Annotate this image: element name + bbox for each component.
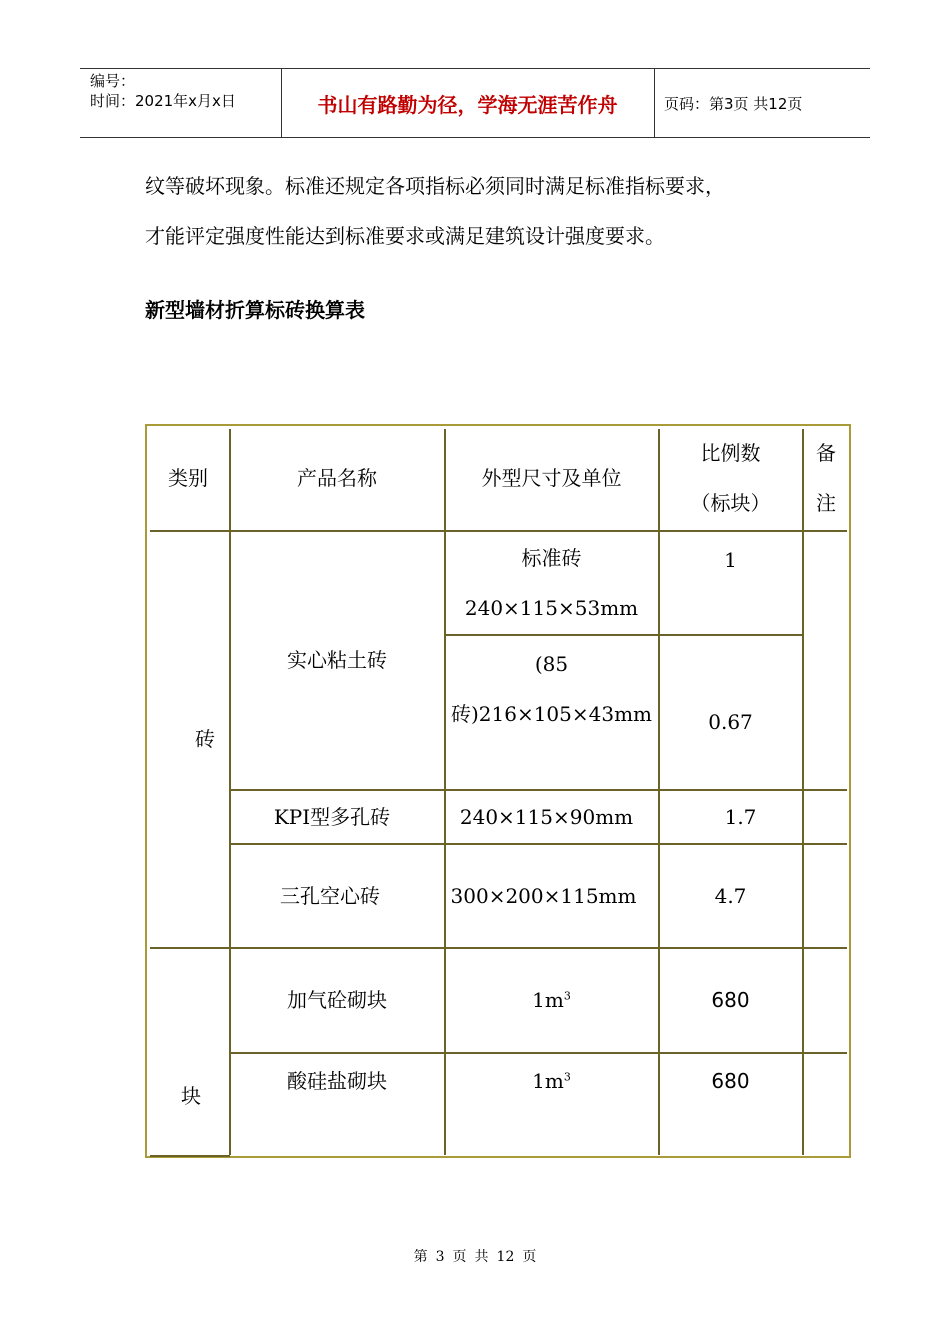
product-name: 实心粘土砖 — [287, 648, 387, 672]
ratio-value: 0.67 — [708, 710, 753, 734]
table-cell-product — [230, 790, 444, 843]
header-note — [803, 426, 849, 530]
table-cell-size — [445, 844, 658, 947]
header-ratio — [659, 426, 802, 530]
product-name: 三孔空心砖 — [280, 883, 380, 908]
group-brick-label: 砖 — [195, 727, 215, 751]
size-line: 砖)216×105×43mm — [450, 702, 653, 726]
header-divider — [654, 69, 655, 137]
table-cell-size — [445, 531, 658, 634]
product-name: 酸硅盐砌块 — [287, 1069, 387, 1093]
group-block — [147, 1066, 229, 1126]
size-superscript: 3 — [563, 989, 571, 1003]
size-line: (85 — [534, 652, 569, 676]
header-size-label: 外型尺寸及单位 — [481, 466, 622, 490]
section-title: 新型墙材折算标砖换算表 — [145, 298, 365, 322]
page-header — [80, 68, 870, 138]
footer-total-pages: 12 — [496, 1249, 515, 1265]
paragraph-line: 纹等破坏现象。标准还规定各项指标必须同时满足标准指标要求， — [145, 174, 725, 198]
size-value: 240×115×90mm — [459, 804, 634, 829]
ratio-value: 680 — [711, 1069, 750, 1093]
table-cell-product — [230, 531, 444, 789]
conversion-table — [145, 424, 851, 1158]
header-motto: 书山有路勤为径，学海无涯苦作舟 — [317, 92, 618, 117]
product-name: KPI型多孔砖 — [273, 804, 391, 829]
table-cell-size — [445, 790, 658, 843]
table-cell-ratio — [659, 948, 802, 1052]
footer-page-number: 3 — [435, 1249, 445, 1265]
table-cell-product — [230, 844, 444, 947]
ratio-value: 4.7 — [714, 883, 747, 908]
table-cell-ratio — [659, 635, 802, 789]
size-line: 240×115×53mm — [464, 595, 639, 620]
header-product-label: 产品名称 — [297, 466, 377, 490]
header-ratio-line: 比例数 — [700, 441, 761, 465]
page-footer — [0, 1246, 950, 1266]
table-cell-ratio — [659, 844, 802, 947]
header-ratio-line: （标块） — [690, 491, 771, 515]
header-note-line: 注 — [816, 491, 836, 515]
footer-text: 页 — [452, 1249, 467, 1265]
time-label: 时间：2021年x月x日 — [90, 92, 236, 110]
table-rule — [150, 1155, 230, 1157]
table-rule — [802, 429, 804, 1155]
header-page-info: 页码：第3页 共12页 — [664, 94, 803, 113]
table-cell-size — [445, 1053, 658, 1109]
ratio-value: 680 — [711, 988, 750, 1012]
group-brick — [147, 531, 229, 947]
table-cell-ratio — [659, 1053, 802, 1109]
number-label: 编号： — [90, 72, 136, 90]
size-line: 标准砖 — [521, 545, 582, 570]
footer-text: 第 — [413, 1249, 428, 1265]
table-cell-ratio — [659, 531, 802, 634]
table-cell-product — [230, 1053, 444, 1109]
size-value: 1m — [532, 1069, 564, 1093]
size-superscript: 3 — [563, 1070, 571, 1084]
footer-text: 页 — [522, 1249, 537, 1265]
header-product — [230, 426, 444, 530]
ratio-value: 1 — [724, 548, 737, 572]
footer-text: 共 — [474, 1249, 489, 1265]
table-cell-product — [230, 948, 444, 1052]
size-value: 300×200×115mm — [450, 883, 637, 908]
table-cell-size — [445, 635, 658, 789]
table-cell-ratio — [659, 790, 802, 843]
product-name: 加气砼砌块 — [287, 988, 387, 1012]
ratio-value: 1.7 — [724, 804, 757, 829]
header-size — [445, 426, 658, 530]
size-value: 1m — [532, 988, 564, 1012]
header-category — [147, 426, 229, 530]
header-meta — [90, 71, 236, 111]
paragraph-line: 才能评定强度性能达到标准要求或满足建筑设计强度要求。 — [145, 224, 665, 248]
group-block-label: 块 — [181, 1084, 201, 1108]
table-cell-size — [445, 948, 658, 1052]
header-note-line: 备 — [816, 441, 836, 465]
header-category-label: 类别 — [168, 466, 208, 490]
